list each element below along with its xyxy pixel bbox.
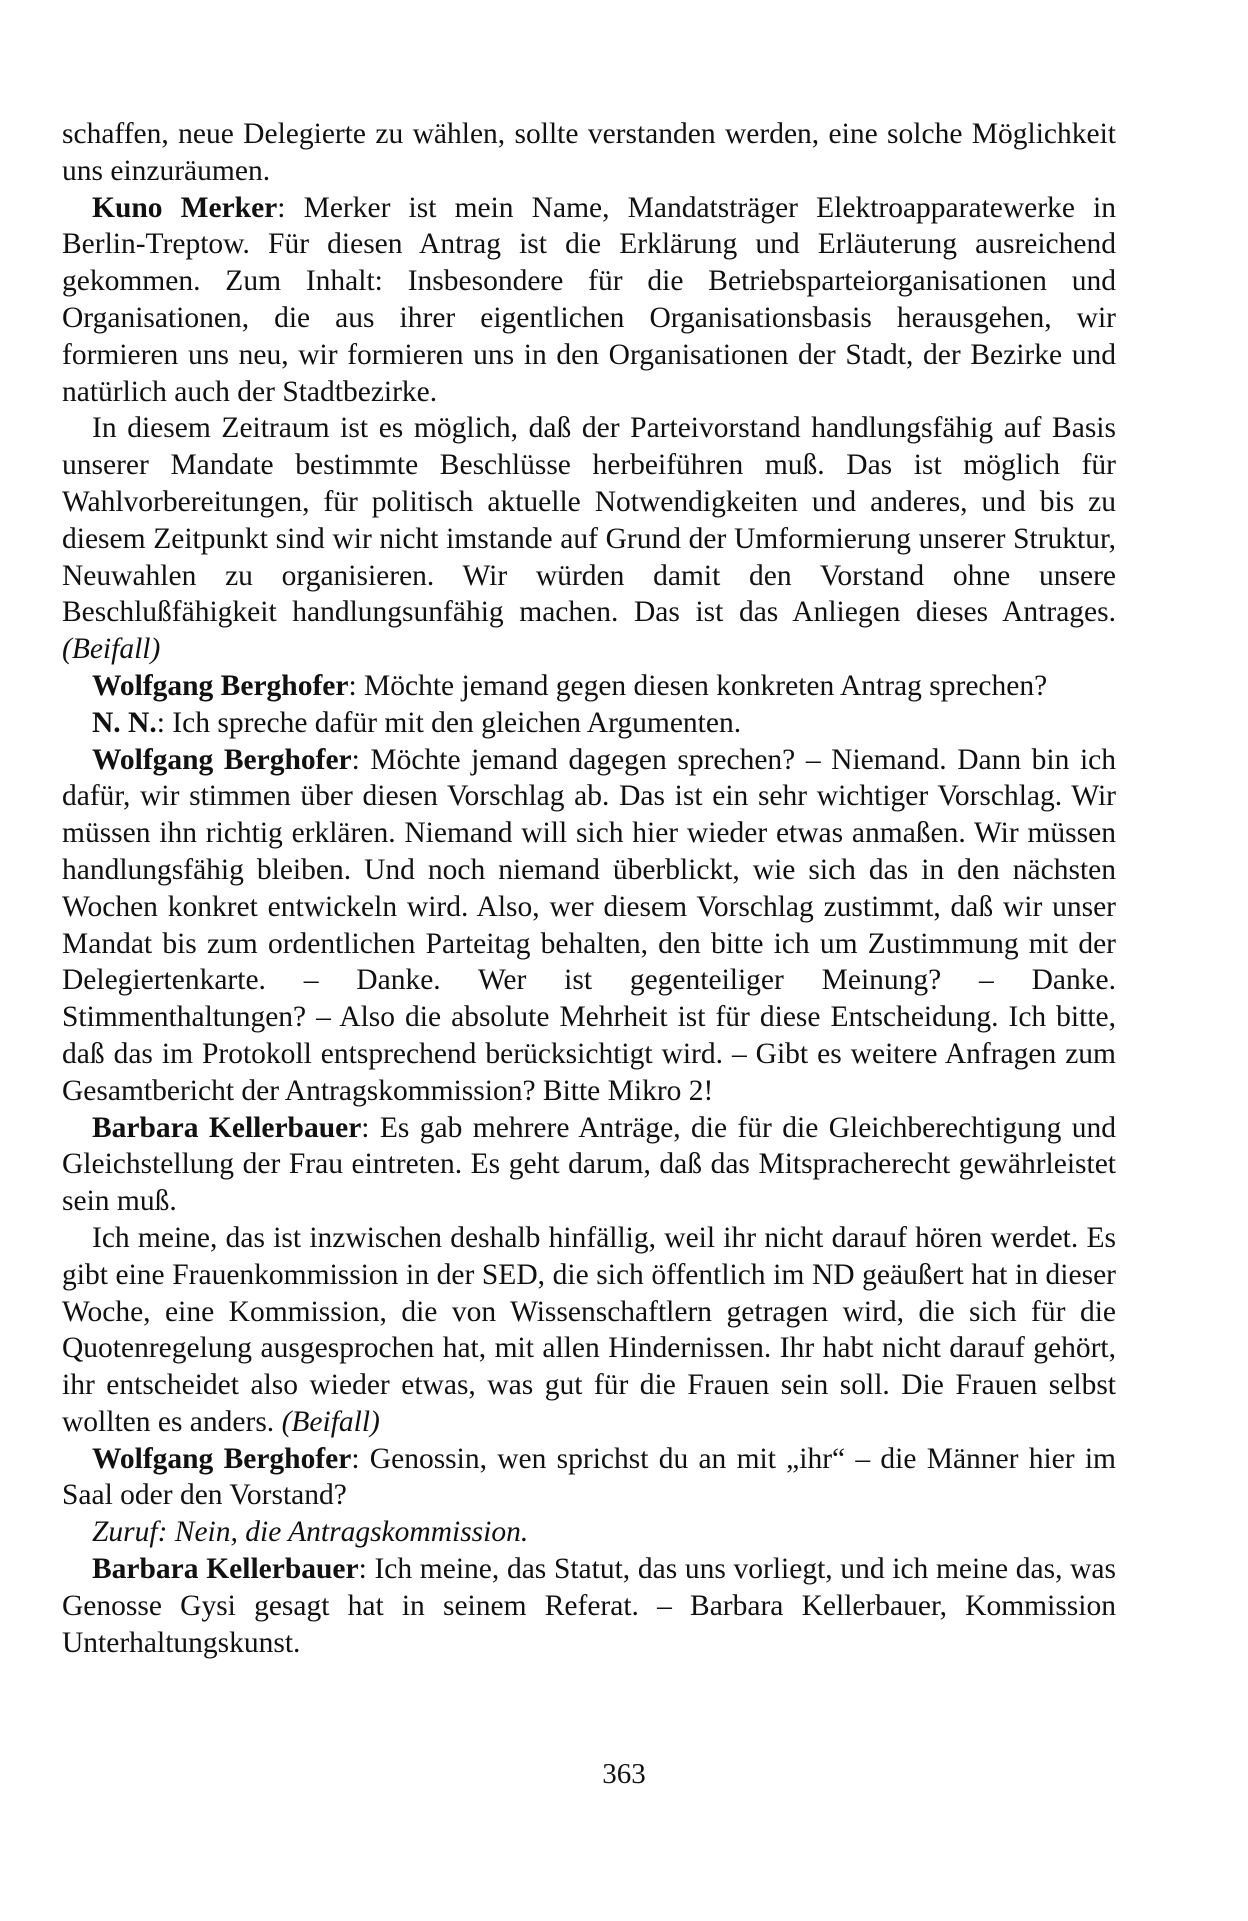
speaker-name: N. N. [92,706,157,739]
page-number: 363 [602,1758,646,1790]
stage-direction: Zuruf: Nein, die Antragskommission. [92,1516,529,1549]
stage-direction: (Beifall) [62,633,161,666]
paragraph [62,1220,1116,1441]
paragraph-text: In diesem Zeitraum ist es möglich, daß der Parteivorstand handlungsfähig auf Basis unserer Mandate bestimmte Beschlüsse herbeiführen muß. Das ist möglich für Wahlvorbereitungen, für politisch aktuelle Notwendigkeiten und anderes, und bis zu diesem Zeitpunkt sind wir nicht imstande auf Grund der Umformierung unserer Struktur, Neuwahlen zu organisieren. Wir würden damit den Vorstand ohne unsere Beschlußfähigkeit handlungsunfähig machen. Das ist das Anliegen dieses Antrages. [62,412,1116,629]
speaker-name: Wolfgang Berghofer [92,1442,352,1475]
stage-direction: (Beifall) [281,1405,380,1438]
paragraph [62,1441,1116,1515]
paragraph [62,1514,1116,1551]
paragraph-text: : Möchte jemand gegen diesen konkreten Antrag sprechen? [348,669,1048,702]
paragraph-text: : Merker ist mein Name, Mandatsträger Elektroapparatewerke in Berlin-Treptow. Für diesen Antrag ist die Erklärung und Erläuterung ausreichend gekommen. Zum Inhalt: Insbesondere für die Betriebsparteiorganisationen und Organisationen, die aus ihrer eigentlichen Organisationsbasis herausgehen, wir formieren uns neu, wir formieren uns in den Organisationen der Stadt, der Bezirke und natürlich auch der Stadtbezirke. [62,191,1116,408]
speaker-name: Barbara Kellerbauer [92,1553,359,1586]
paragraph [62,668,1116,705]
paragraph [62,410,1116,668]
paragraph [62,1551,1116,1661]
paragraph-text: : Möchte jemand dagegen sprechen? – Niemand. Dann bin ich dafür, wir stimmen über diesen Vorschlag ab. Das ist ein sehr wichtiger Vorschlag. Wir müssen ihn richtig erklären. Niemand will sich hier wieder etwas anmaßen. Wir müssen handlungsfähig bleiben. Und noch niemand überblickt, wie sich das in den nächsten Wochen konkret entwickeln wird. Also, wer diesem Vorschlag zustimmt, daß wir unser Mandat bis zum ordentlichen Parteitag behalten, den bitte ich um Zustimmung mit der Delegiertenkarte. – Danke. Wer ist gegenteiliger Meinung? – Danke. Stimmenthaltungen? – Also die absolute Mehrheit ist für diese Entscheidung. Ich bitte, daß das im Protokoll entsprechend berücksichtigt wird. – Gibt es weitere Anfragen zum Gesamtbericht der Antragskommission? Bitte Mikro 2! [62,743,1116,1107]
paragraph-text: : Ich spreche dafür mit den gleichen Argumenten. [156,706,742,739]
paragraph [62,116,1116,190]
protocol-text [62,116,1116,1661]
speaker-name: Kuno Merker [92,191,278,224]
speaker-name: Barbara Kellerbauer [92,1111,362,1144]
paragraph-text: : Es gab mehrere Anträge, die für die Gleichberechtigung und Gleichstellung der Frau eintreten. Es geht darum, daß das Mitspracherecht gewährleistet sein muß. [62,1111,1116,1218]
paragraph [62,705,1116,742]
paragraph [62,190,1116,411]
paragraph [62,742,1116,1110]
paragraph-text: : Ich meine, das Statut, das uns vorliegt, und ich meine das, was Genosse Gysi gesagt hat in seinem Referat. – Barbara Kellerbauer, Kommission Unterhaltungskunst. [62,1553,1117,1659]
paragraph-text: : Genossin, wen sprichst du an mit „ihr“ – die Männer hier im Saal oder den Vorstand? [62,1442,1116,1512]
speaker-name: Wolfgang Berghofer [92,743,352,776]
paragraph-text: Ich meine, das ist inzwischen deshalb hinfällig, weil ihr nicht darauf hören werdet. Es gibt eine Frauenkommission in der SED, die sich öffentlich im ND geäußert hat in dieser Woche, eine Kommission, die von Wissenschaftlern getragen wird, die sich für die Quotenregelung ausgesprochen hat, mit allen Hindernissen. Ihr habt nicht darauf gehört, ihr entscheidet also wieder etwas, was gut für die Frauen sein soll. Die Frauen selbst wollten es anders. [62,1221,1116,1438]
paragraph [62,1110,1116,1220]
speaker-name: Wolfgang Berghofer [92,669,349,702]
paragraph-text: schaffen, neue Delegierte zu wählen, sollte verstanden werden, eine solche Möglichkeit uns einzuräumen. [62,118,1116,187]
